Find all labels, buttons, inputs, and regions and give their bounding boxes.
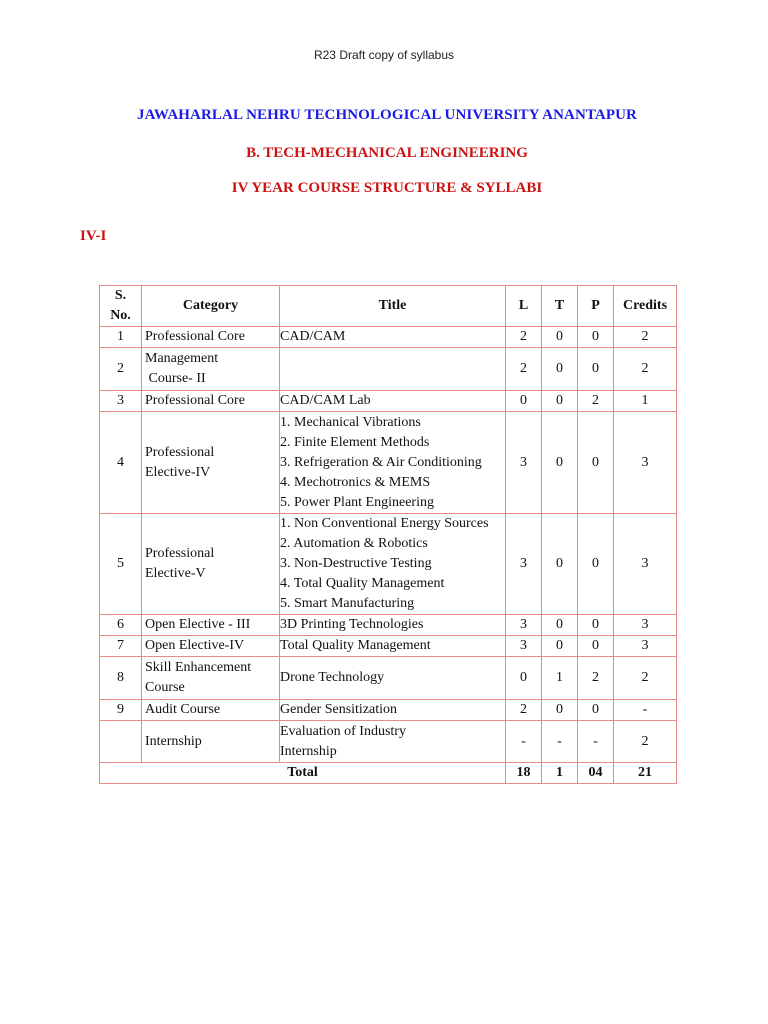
category-line: Audit Course [145,702,221,717]
course-structure-title: IV YEAR COURSE STRUCTURE & SYLLABI [231,180,543,196]
course-title: 2. Automation & Robotics [280,536,428,551]
cell-credits: 2 [614,657,677,700]
cell-title [280,412,506,514]
cell-t: 1 [542,657,578,700]
table-row [100,391,677,412]
course-title: Evaluation of Industry [280,723,406,739]
course-title: Total Quality Management [280,638,431,653]
total-p: 04 [578,763,614,784]
header-l: L [506,286,542,327]
cell-category [142,327,280,348]
cell-credits: 3 [614,615,677,636]
cell-p: 0 [578,700,614,721]
table-row [100,348,677,391]
cell-title [280,615,506,636]
category-line: Elective-V [145,566,206,581]
header-sno: S. No. [100,286,142,327]
course-title: 4. Mechotronics & MEMS [280,474,431,490]
course-title: 1. Mechanical Vibrations [280,414,421,430]
total-row [100,763,677,784]
cell-title [280,348,506,391]
cell-l: 3 [506,412,542,514]
cell-sno: 1 [100,327,142,348]
course-title: 5. Power Plant Engineering [280,494,434,510]
cell-l: 0 [506,391,542,412]
cell-sno: 3 [100,391,142,412]
cell-category [142,700,280,721]
cell-credits: 3 [614,412,677,514]
cell-title [280,514,506,615]
table-row [100,412,677,514]
cell-l: 3 [506,636,542,657]
cell-sno: 9 [100,700,142,721]
category-line: Course- II [145,371,206,386]
course-title: CAD/CAM Lab [280,393,371,408]
cell-sno: 6 [100,615,142,636]
university-name: JAWAHARLAL NEHRU TECHNOLOGICAL UNIVERSITY ANANTAPUR [137,107,637,123]
cell-title [280,391,506,412]
cell-sno: 8 [100,657,142,700]
course-title: Gender Sensitization [280,702,398,717]
course-title: 3D Printing Technologies [280,617,424,632]
cell-category [142,636,280,657]
semester-label: IV-I [80,228,107,244]
course-title: CAD/CAM [280,329,346,344]
cell-p: 0 [578,348,614,391]
cell-title [280,657,506,700]
course-title: 4. Total Quality Management [280,576,445,591]
cell-t: 0 [542,615,578,636]
cell-l: - [506,721,542,763]
cell-sno [100,721,142,763]
category-line: Course [145,680,185,695]
cell-l: 0 [506,657,542,700]
table-row [100,327,677,348]
cell-p: - [578,721,614,763]
cell-l: 2 [506,348,542,391]
cell-title [280,721,506,763]
cell-category [142,412,280,514]
category-line: Elective-IV [145,464,211,480]
cell-t: 0 [542,412,578,514]
cell-t: 0 [542,636,578,657]
cell-t: 0 [542,348,578,391]
table-row [100,721,677,763]
table-row [100,700,677,721]
course-title: 3. Non-Destructive Testing [280,556,432,571]
header-credits: Credits [614,286,677,327]
cell-l: 3 [506,615,542,636]
table-row [100,514,677,615]
cell-p: 0 [578,412,614,514]
course-title: 3. Refrigeration & Air Conditioning [280,454,482,470]
cell-t: 0 [542,327,578,348]
category-line: Skill Enhancement [145,660,252,675]
category-line: Professional Core [145,393,245,408]
table-row [100,636,677,657]
total-t: 1 [542,763,578,784]
cell-l: 2 [506,700,542,721]
cell-t: 0 [542,700,578,721]
cell-title [280,700,506,721]
cell-p: 0 [578,615,614,636]
course-title: 2. Finite Element Methods [280,434,430,450]
course-title: Drone Technology [280,670,385,685]
cell-category [142,657,280,700]
cell-credits: 3 [614,514,677,615]
cell-sno: 2 [100,348,142,391]
course-title: 5. Smart Manufacturing [280,596,415,611]
total-l: 18 [506,763,542,784]
cell-credits: 1 [614,391,677,412]
program-title: B. TECH-MECHANICAL ENGINEERING [246,145,528,161]
cell-p: 2 [578,391,614,412]
header-title: Title [280,286,506,327]
category-line: Open Elective - III [145,617,251,632]
category-line: Open Elective-IV [145,638,245,653]
cell-p: 0 [578,514,614,615]
cell-category [142,514,280,615]
course-title: Internship [280,743,337,759]
cell-title [280,636,506,657]
category-line: Professional Core [145,329,245,344]
cell-category [142,391,280,412]
cell-credits: 2 [614,721,677,763]
header-category: Category [142,286,280,327]
cell-credits: 2 [614,327,677,348]
category-line: Management [145,351,219,366]
cell-sno: 5 [100,514,142,615]
table-header-row [100,286,677,327]
cell-p: 2 [578,657,614,700]
cell-l: 2 [506,327,542,348]
table-body [100,327,677,763]
draft-note: R23 Draft copy of syllabus [313,48,455,62]
category-line: Internship [145,733,202,749]
cell-title [280,327,506,348]
category-line: Professional [145,444,215,460]
course-title: 1. Non Conventional Energy Sources [280,516,489,531]
cell-t: 0 [542,514,578,615]
cell-sno: 7 [100,636,142,657]
cell-category [142,348,280,391]
cell-credits: 3 [614,636,677,657]
cell-credits: - [614,700,677,721]
cell-t: 0 [542,391,578,412]
cell-category [142,721,280,763]
cell-credits: 2 [614,348,677,391]
cell-sno: 4 [100,412,142,514]
cell-p: 0 [578,327,614,348]
cell-category [142,615,280,636]
total-credits: 21 [614,763,677,784]
total-label: Total [100,763,506,784]
table-row [100,615,677,636]
cell-t: - [542,721,578,763]
table-row [100,657,677,700]
cell-p: 0 [578,636,614,657]
course-structure-table [99,285,677,784]
header-p: P [578,286,614,327]
category-line: Professional [145,546,215,561]
cell-l: 3 [506,514,542,615]
header-t: T [542,286,578,327]
